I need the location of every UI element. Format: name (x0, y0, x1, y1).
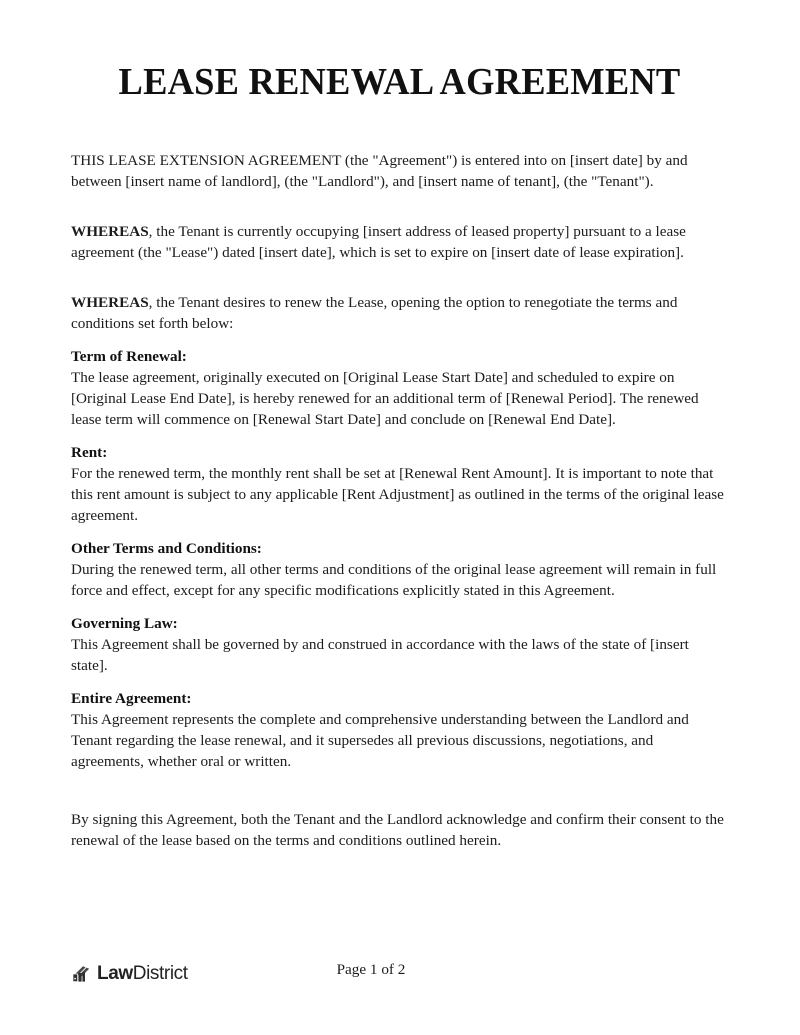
page-title: LEASE RENEWAL AGREEMENT (118, 61, 681, 103)
section-body-term-of-renewal: The lease agreement, originally executed on [Original Lease Start Date] and scheduled to expire on [Original Lease End Date], is hereby renewed for an additional term of [Renewal Period]. The renewed lease term will commence on [Renewal Start Date] and conclude on [Renewal End Date]. (71, 368, 699, 428)
spacer (71, 601, 728, 613)
spacer (71, 676, 728, 688)
spacer (71, 430, 728, 442)
spacer (71, 263, 728, 292)
section-heading-other-terms-and-conditions: Other Terms and Conditions: (71, 539, 262, 557)
section-heading-entire-agreement: Entire Agreement: (71, 689, 192, 707)
spacer (71, 772, 728, 809)
recital-text-1: , the Tenant is currently occupying [insert address of leased property] pursuant to a lease agreement (the "Lease") dated [insert date], which is set to expire on [insert date of lease expiration]. (71, 222, 686, 261)
recital-text-2: , the Tenant desires to renew the Lease, opening the option to renegotiate the terms and conditions set forth below: (71, 293, 678, 332)
recital-paragraph-2 (71, 292, 728, 334)
closing-paragraph: By signing this Agreement, both the Tenant and the Landlord acknowledge and confirm their consent to the renewal of the lease based on the terms and conditions outlined herein. (71, 810, 724, 849)
section-body-other-terms-and-conditions: During the renewed term, all other terms and conditions of the original lease agreement will remain in full force and effect, except for any specific modifications explicitly stated in this Agreement. (71, 560, 717, 599)
recital-lead-in-1: WHEREAS (71, 222, 149, 240)
spacer (71, 526, 728, 538)
page-footer (71, 959, 729, 987)
spacer-after-title (71, 104, 728, 150)
recital-lead-in-2: WHEREAS (71, 293, 149, 311)
intro-paragraph: THIS LEASE EXTENSION AGREEMENT (the "Agreement") is entered into on [insert date] by and between [insert name of landlord], (the "Landlord"), and [insert name of tenant], (the "Tenant"). (71, 151, 688, 190)
spacer (71, 192, 728, 221)
section-body-governing-law: This Agreement shall be governed by and construed in accordance with the laws of the state of [insert state]. (71, 635, 689, 674)
section-body-entire-agreement: This Agreement represents the complete and comprehensive understanding between the Landlord and Tenant regarding the lease renewal, and it supersedes all previous discussions, negotiations, and agreements, whether oral or written. (71, 710, 689, 770)
section-heading-rent: Rent: (71, 443, 108, 461)
logo-bold-text: Law (97, 962, 133, 984)
section-heading-governing-law: Governing Law: (71, 614, 178, 632)
section-heading-term-of-renewal: Term of Renewal: (71, 347, 187, 365)
section-body-rent: For the renewed term, the monthly rent shall be set at [Renewal Rent Amount]. It is important to note that this rent amount is subject to any applicable [Rent Adjustment] as outlined in the terms of the original lease agreement. (71, 464, 724, 524)
spacer (71, 334, 728, 346)
document-content (71, 0, 728, 851)
logo-regular-text: District (132, 962, 188, 984)
recital-paragraph-1 (71, 221, 728, 263)
page-number-label: Page 1 of 2 (336, 961, 406, 978)
